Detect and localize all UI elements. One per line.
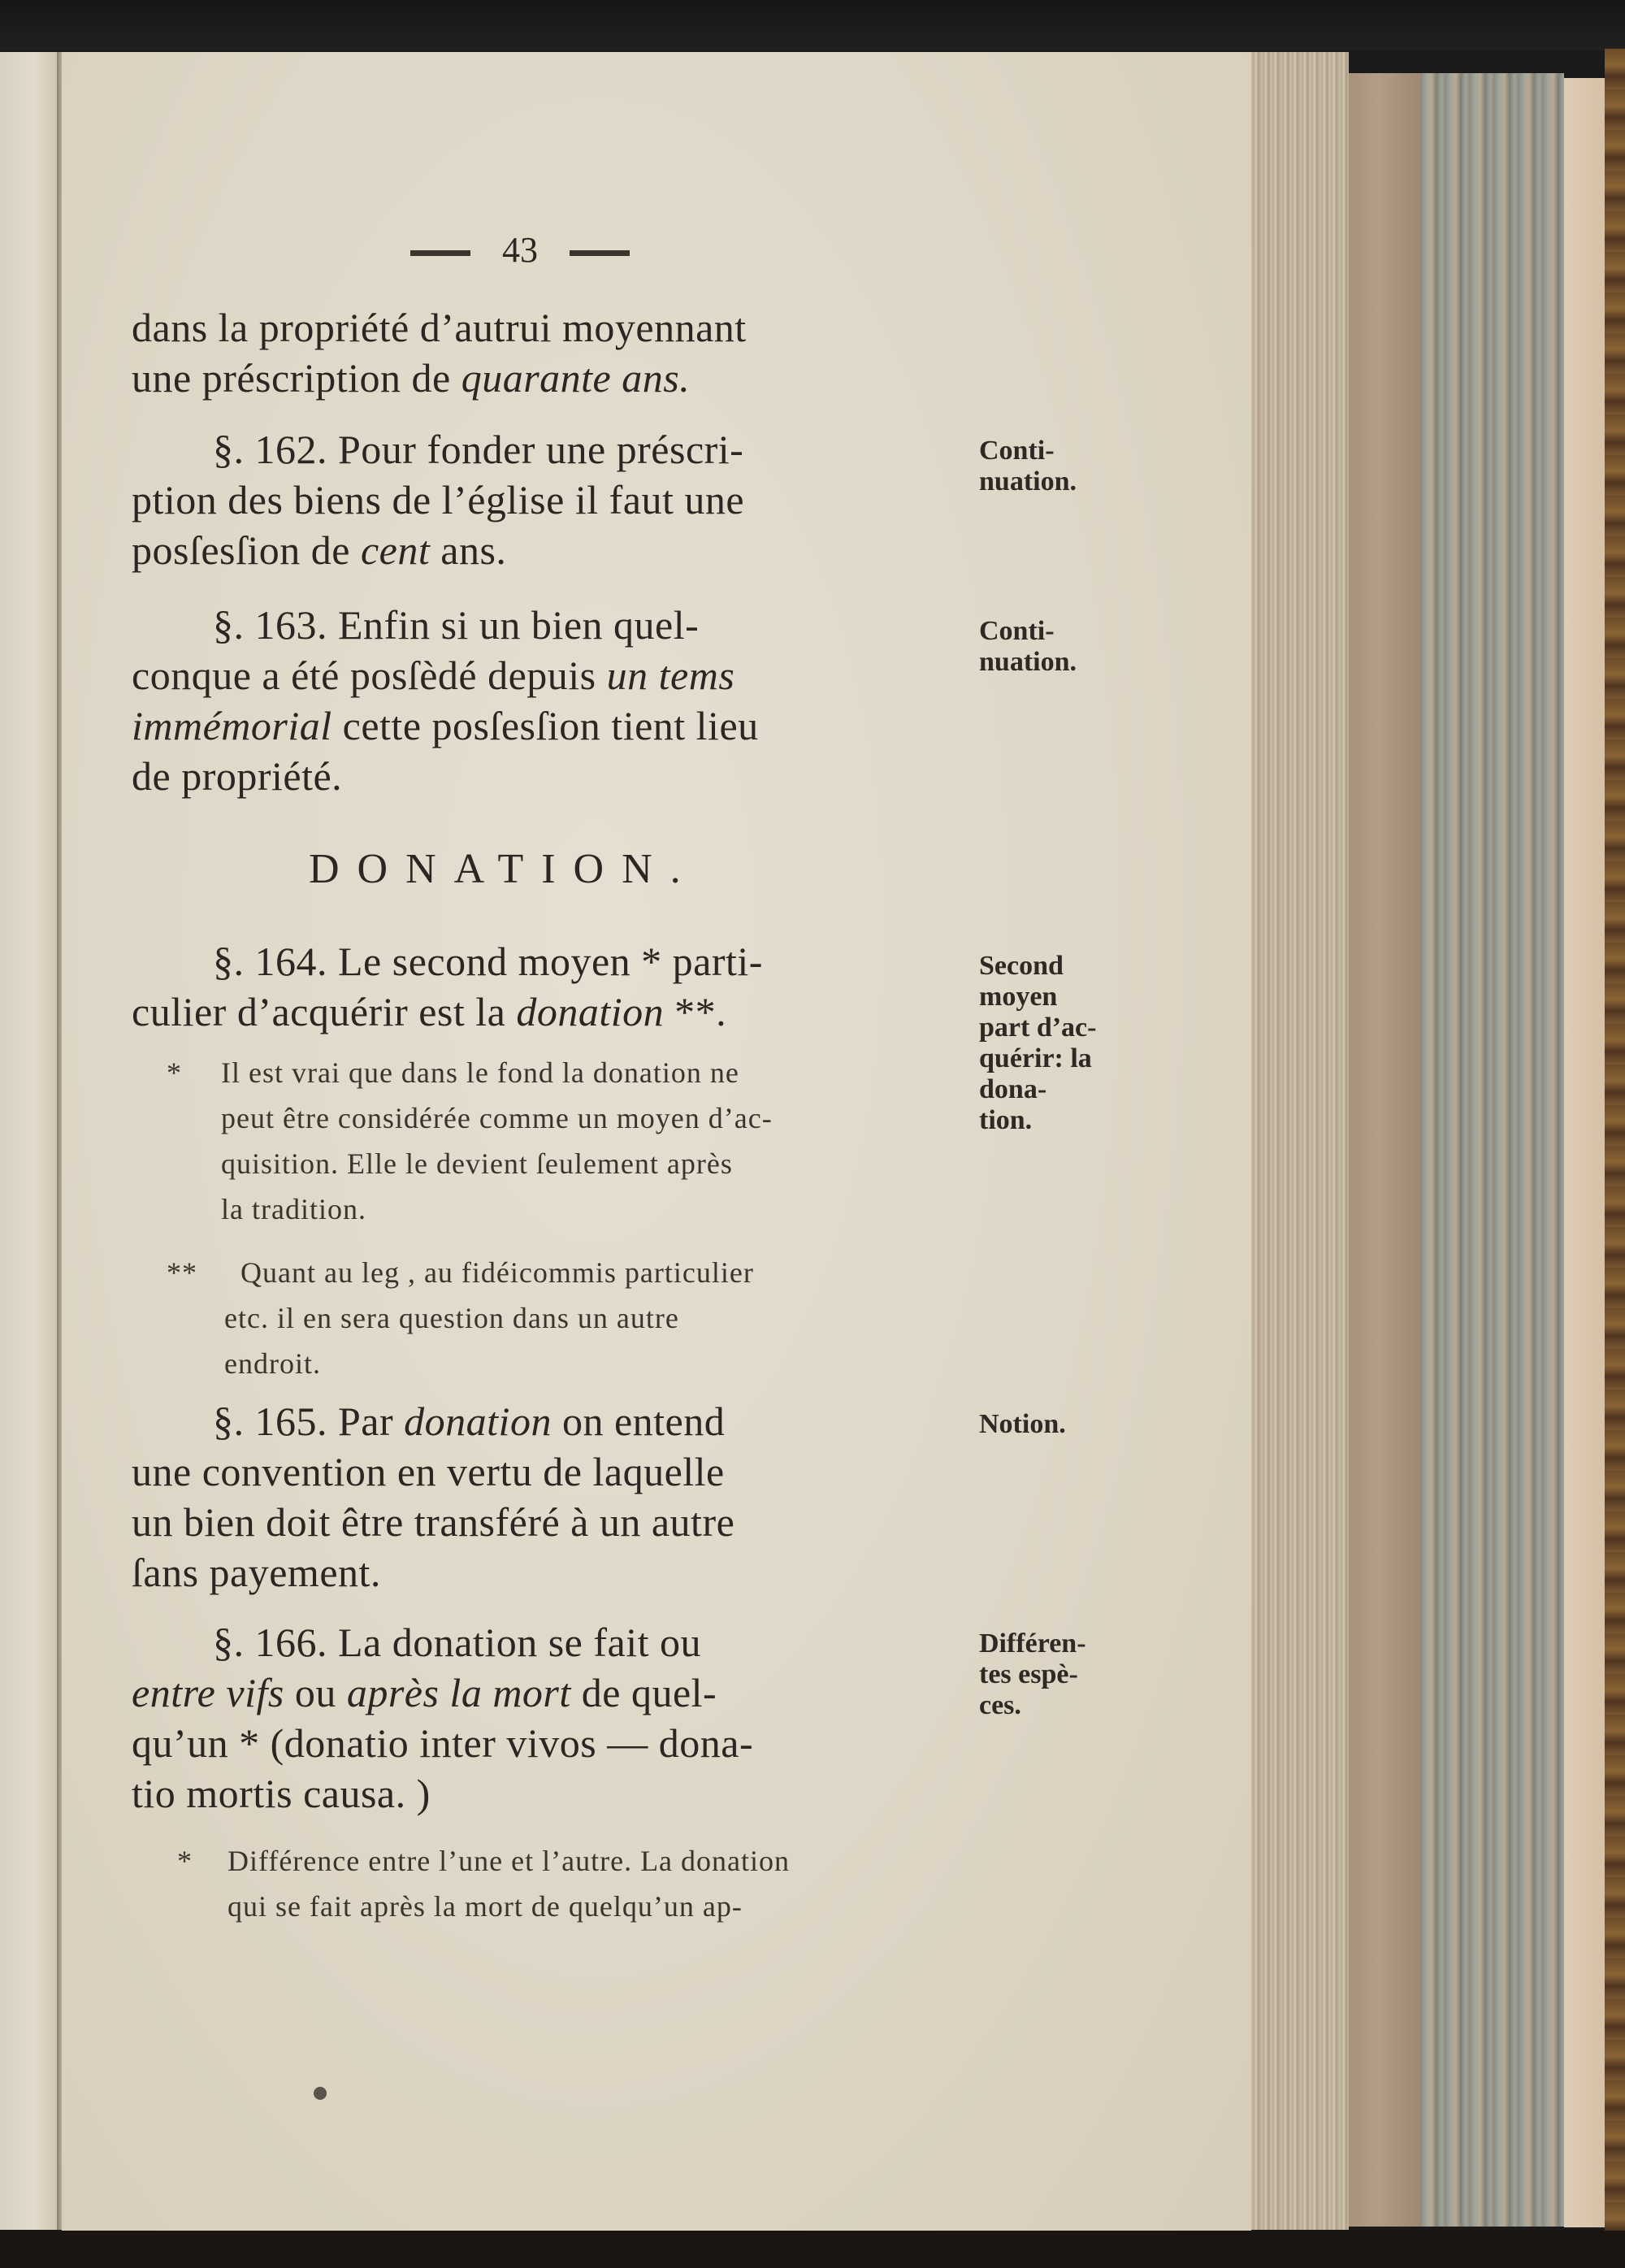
text-span: ans. [430,527,507,573]
text-span: une préscription de [132,355,462,401]
footnote-line: peut être considérée comme un moyen d’ac- [221,1102,773,1134]
footnote-line: la tradition. [221,1193,366,1225]
italic-span: donation [404,1399,552,1444]
italic-span: immémorial [132,703,332,748]
paragraph-166-line: qu’un * (donatio inter vivos — dona- [132,1720,754,1766]
footnote-mark: ** [167,1256,197,1289]
margin-note-line: nuation. [979,466,1077,497]
text-line: dans la propriété d’autrui moyennant [132,305,747,350]
paragraph-165-line [213,1396,725,1446]
italic-span: un tems [606,653,735,698]
margin-note-line: quérir: la [979,1043,1092,1073]
margin-note-163 [979,616,1077,678]
paragraph-162-line: ption des biens de l’église il faut une [132,477,745,523]
italic-span: entre vifs [132,1670,284,1715]
text-span: cette posſesſion tient lieu [332,703,759,748]
footnote-mark: * [167,1056,182,1089]
margin-note-line: nuation. [979,647,1077,677]
text-span: conque a été posſèdé depuis [132,653,607,698]
italic-span: quarante ans. [461,355,691,401]
margin-note-166 [979,1628,1086,1721]
text-span: **. [664,989,727,1034]
margin-note-line: Différen- [979,1628,1086,1659]
margin-note-line: tes espè- [979,1659,1078,1689]
footnote-line: Quant au leg , au fidéicommis particulier [240,1256,754,1289]
footnote-line: etc. il en sera question dans un autre [224,1302,679,1334]
text-span: ou [284,1670,347,1715]
italic-span: après la mort [346,1670,571,1715]
paragraph-162-line: §. 162. Pour fonder une préscri- [213,427,744,472]
text-span: posſesſion de [132,527,361,573]
folio-dash-right [570,250,630,256]
endpaper-edge [1564,78,1605,2227]
paragraph-165-line: une convention en vertu de laquelle [132,1449,725,1494]
footnote-line: endroit. [224,1347,321,1380]
margin-note-line: Conti- [979,616,1055,646]
text-span: on entend [551,1399,726,1444]
paragraph-164-line: §. 164. Le second moyen * parti- [213,939,763,984]
footnote-line: quisition. Elle le devient ſeulement après [221,1147,733,1180]
footnote-line: Il est vrai que dans le fond la donation ne [221,1056,739,1089]
paragraph-166-line: tio mortis causa. ) [132,1771,431,1816]
margin-note-line: dona- [979,1074,1047,1104]
folio-dash-left [410,250,470,256]
page-block-edge-tan [1349,73,1422,2227]
margin-note-line: moyen [979,982,1058,1012]
paragraph-163-line [132,700,759,751]
margin-note-line: Second [979,951,1064,981]
margin-note-line: ces. [979,1690,1021,1720]
page-block-edge-worn [1422,73,1564,2227]
text-span: de quel- [570,1670,717,1715]
margin-note-line: Notion. [979,1409,1066,1439]
margin-note-165 [979,1409,1066,1440]
paragraph-166-line [132,1667,717,1718]
paragraph-164-line [132,987,726,1037]
paragraph-165-line: ſans payement. [132,1550,381,1595]
scan-background-top [0,0,1625,50]
margin-note-line: tion. [979,1105,1033,1135]
page-number: 43 [502,230,538,270]
marbled-cover [1605,49,1625,2235]
paragraph-163-line: §. 163. Enfin si un bien quel- [213,602,700,648]
ink-spot [314,2087,327,2100]
italic-span: donation [516,989,665,1034]
paragraph-162-line [132,525,506,575]
margin-note-line: Conti- [979,436,1055,466]
scan-background-bottom [0,2231,1625,2268]
paragraph-163-line [132,650,734,700]
footnote-line: Différence entre l’une et l’autre. La donation [228,1845,791,1877]
margin-note-162 [979,436,1077,497]
text-span: §. 165. Par [213,1399,405,1444]
page-number-header [410,229,630,271]
margin-note-line: part d’ac- [979,1013,1097,1043]
footnote-mark: * [177,1845,193,1877]
section-heading: DONATION. [309,846,699,892]
paragraph-166-line: §. 166. La donation se fait ou [213,1620,701,1665]
margin-note-164 [979,951,1096,1136]
paragraph-163-line: de propriété. [132,753,343,799]
footnote-line: qui se fait après la mort de quelqu’un ap- [228,1890,743,1923]
italic-span: cent [360,527,431,573]
text-span: culier d’acquérir est la [132,989,517,1034]
facing-page-edge [0,52,58,2230]
paragraph-165-line: un bien doit être transféré à un autre [132,1499,735,1545]
page-block-edge [1251,52,1349,2230]
text-line [132,353,690,403]
